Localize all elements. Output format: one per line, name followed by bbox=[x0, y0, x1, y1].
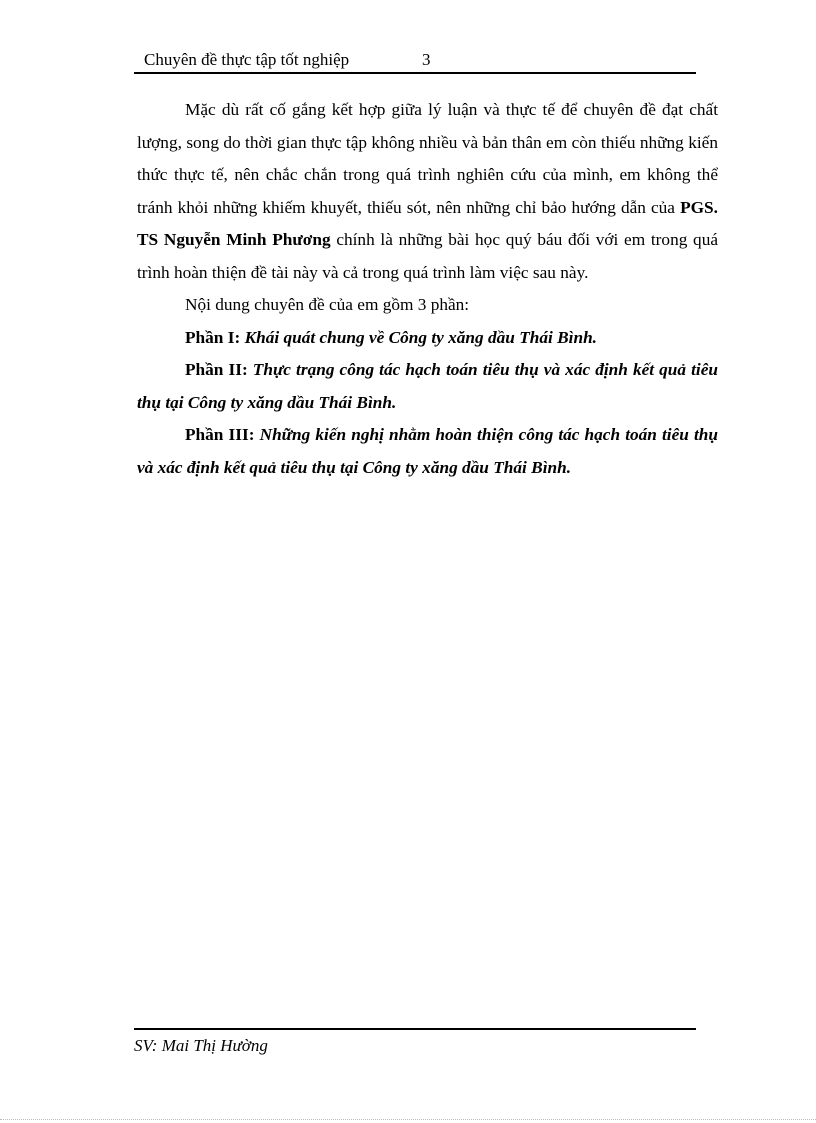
part-1-label: Phần I: bbox=[185, 327, 241, 347]
part-3 bbox=[137, 419, 718, 484]
page-footer bbox=[134, 1028, 696, 1059]
page-header bbox=[134, 48, 696, 74]
footer-author: SV: Mai Thị Hường bbox=[134, 1036, 268, 1055]
paragraph-intro: Nội dung chuyên đề của em gồm 3 phần: bbox=[185, 295, 470, 314]
header-title: Chuyên đề thực tập tốt nghiệp bbox=[144, 50, 350, 69]
part-2-title: Thực trạng công tác hạch toán tiêu thụ và xác định kết quả tiêu thụ tại Công ty xăng dầu Thái Bình. bbox=[137, 360, 718, 412]
paragraph-text: chính là những bài học quý báu đối với em trong quá trình hoàn thiện đề tài này và cả trong quá trình làm việc sau này. bbox=[137, 230, 719, 282]
paragraph-text: Mặc dù rất cố gắng kết hợp giữa lý luận và thực tế để chuyên đề đạt chất lượng, song do thời gian thực tập không nhiều và bản thân em còn thiếu những kiến thức thực tế, nên chắc chắn trong quá trình nghiên cứu của mình, em không thể tránh khỏi những khiếm khuyết, thiếu sót, nên những chỉ bảo hướng dẫn của bbox=[137, 100, 718, 217]
part-2 bbox=[137, 354, 718, 419]
part-2-label: Phần II: bbox=[185, 360, 248, 379]
part-1 bbox=[137, 322, 718, 355]
advisor-name: PGS. TS Nguyễn Minh Phương bbox=[137, 197, 718, 249]
paragraph-acknowledgement bbox=[137, 94, 718, 289]
document-body bbox=[137, 94, 718, 484]
page-number: 3 bbox=[422, 50, 431, 69]
part-1-title: Khái quát chung về Công ty xăng dầu Thái Bình. bbox=[244, 327, 597, 347]
part-3-label: Phần III: bbox=[185, 425, 255, 444]
page-bottom-divider bbox=[0, 1119, 816, 1120]
part-3-title: Những kiến nghị nhằm hoàn thiện công tác hạch toán tiêu thụ và xác định kết quả tiêu thụ tại Công ty xăng dầu Thái Bình. bbox=[137, 425, 719, 477]
